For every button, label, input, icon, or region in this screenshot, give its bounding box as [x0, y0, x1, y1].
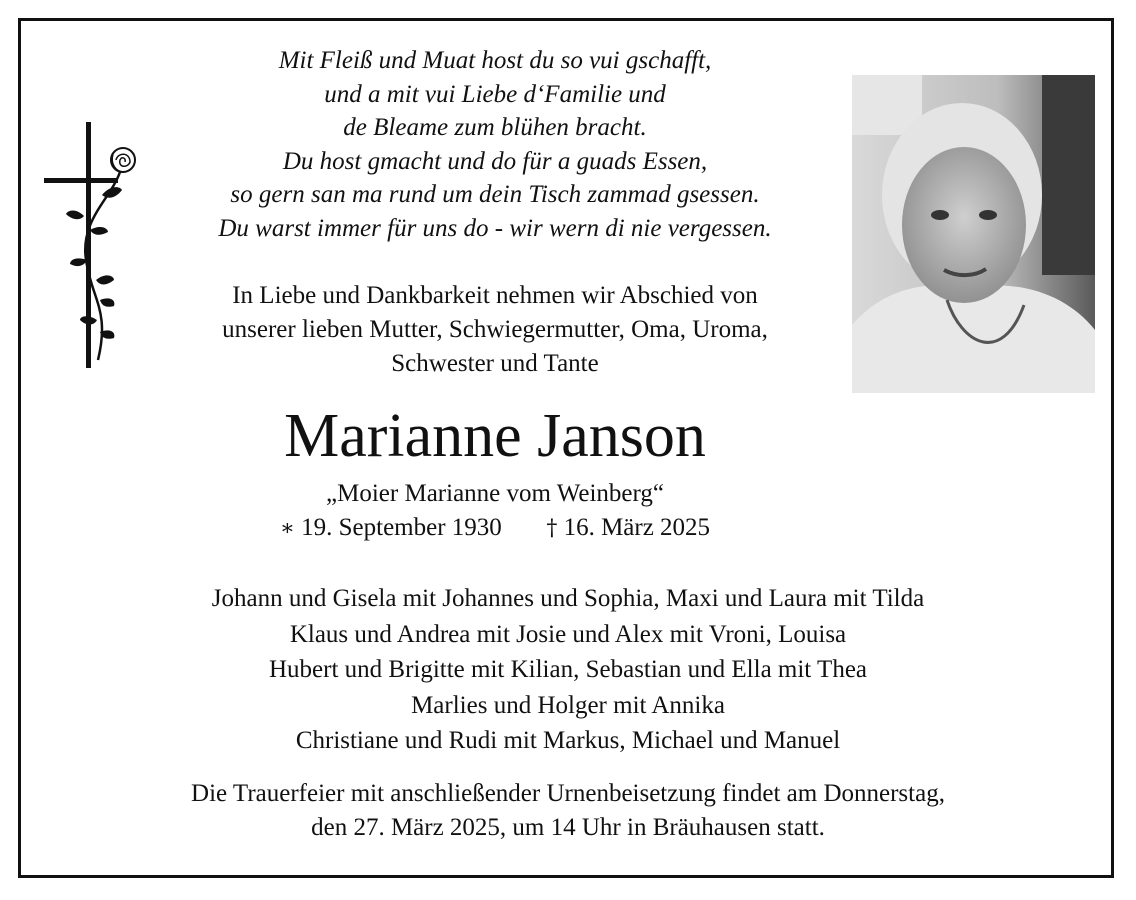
- portrait-photo: [852, 75, 1095, 393]
- poem-line: Du host gmacht und do für a guads Essen,: [282, 147, 708, 175]
- cross-with-rose-icon: [40, 120, 140, 370]
- deceased-name: Marianne Janson: [284, 402, 706, 470]
- poem: [130, 44, 860, 246]
- life-dates: [130, 511, 860, 546]
- birth-star-icon: ∗: [279, 516, 295, 541]
- family-line: Marlies und Holger mit Annika: [411, 691, 725, 719]
- family-list: [30, 581, 1106, 759]
- family-line: Klaus und Andrea mit Josie und Alex mit Vroni, Louisa: [289, 620, 847, 648]
- intro-line: unserer lieben Mutter, Schwiegermutter, Oma, Uroma,: [222, 316, 768, 343]
- intro-line: In Liebe und Dankbarkeit nehmen wir Abschied von: [232, 282, 758, 309]
- funeral-line: Die Trauerfeier mit anschließender Urnenbeisetzung findet am Donnerstag,: [191, 780, 945, 807]
- birth-date: 19. September 1930: [301, 514, 502, 541]
- intro-line: Schwester und Tante: [391, 350, 599, 377]
- family-line: Johann und Gisela mit Johannes und Sophia, Maxi und Laura mit Tilda: [211, 585, 925, 612]
- deceased-nickname: „Moier Marianne vom Weinberg“: [326, 480, 664, 507]
- poem-line: und a mit vui Liebe d‘Familie und: [324, 80, 666, 108]
- poem-line: Mit Fleiß und Muat host du so vui gschafft,: [278, 47, 712, 74]
- intro-text: [130, 279, 860, 381]
- funeral-line: den 27. März 2025, um 14 Uhr in Bräuhausen statt.: [311, 814, 825, 841]
- family-line: Hubert und Brigitte mit Kilian, Sebastian und Ella mit Thea: [268, 656, 868, 683]
- poem-line: so gern san ma rund um dein Tisch zammad gsessen.: [230, 181, 760, 209]
- funeral-info: [30, 777, 1106, 845]
- death-date: 16. März 2025: [563, 514, 711, 541]
- death-cross-icon: †: [546, 516, 558, 541]
- poem-line: de Bleame zum blühen bracht.: [343, 114, 647, 142]
- poem-line: Du warst immer für uns do - wir wern di nie vergessen.: [218, 214, 772, 242]
- family-line: Christiane und Rudi mit Markus, Michael und Manuel: [295, 727, 841, 754]
